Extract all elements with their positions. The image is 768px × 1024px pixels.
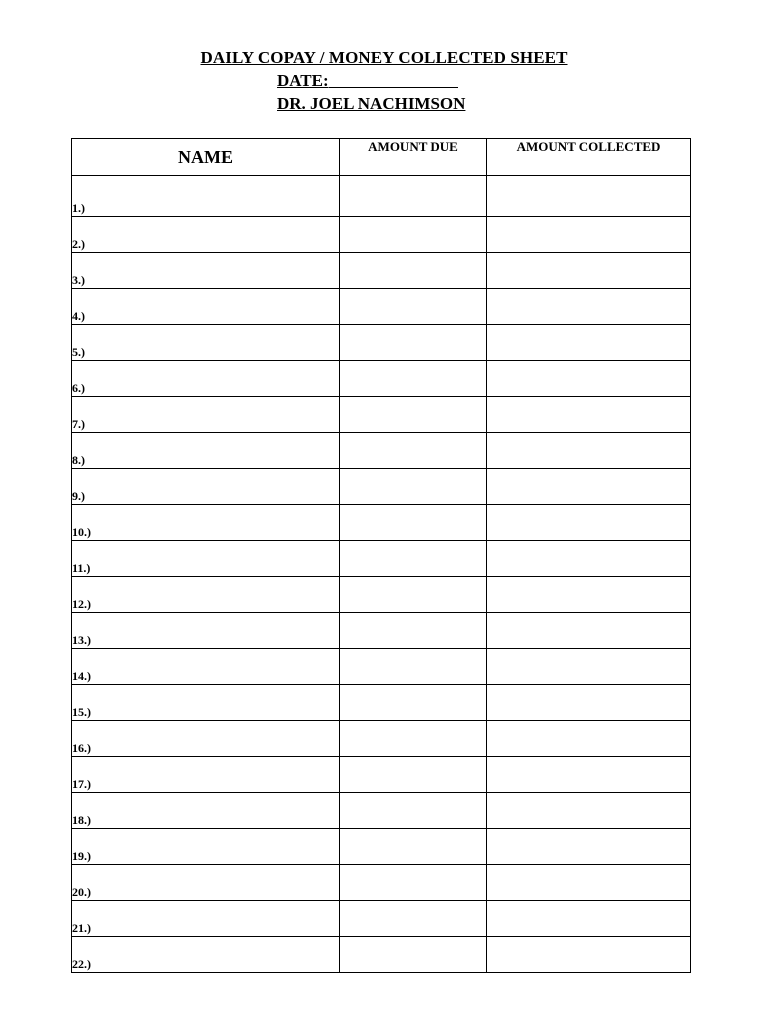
amount-due-cell[interactable]	[340, 793, 487, 829]
amount-collected-cell[interactable]	[487, 433, 691, 469]
column-header-name: NAME	[72, 139, 340, 176]
amount-collected-cell[interactable]	[487, 865, 691, 901]
amount-due-cell[interactable]	[340, 757, 487, 793]
name-cell[interactable]: 20.)	[72, 865, 340, 901]
name-cell[interactable]: 14.)	[72, 649, 340, 685]
name-cell[interactable]: 19.)	[72, 829, 340, 865]
amount-collected-cell[interactable]	[487, 253, 691, 289]
table-row	[72, 901, 691, 937]
name-cell[interactable]: 11.)	[72, 541, 340, 577]
doctor-name: DR. JOEL NACHIMSON	[277, 94, 466, 113]
collection-table	[71, 138, 691, 973]
name-cell[interactable]: 6.)	[72, 361, 340, 397]
column-header-amount-collected: AMOUNT COLLECTED	[487, 139, 691, 176]
name-cell[interactable]: 17.)	[72, 757, 340, 793]
name-cell[interactable]: 21.)	[72, 901, 340, 937]
table-row	[72, 541, 691, 577]
name-cell[interactable]: 9.)	[72, 469, 340, 505]
amount-due-cell[interactable]	[340, 325, 487, 361]
amount-collected-cell[interactable]	[487, 217, 691, 253]
amount-due-cell[interactable]	[340, 577, 487, 613]
amount-collected-cell[interactable]	[487, 721, 691, 757]
table-row	[72, 793, 691, 829]
amount-collected-cell[interactable]	[487, 361, 691, 397]
name-cell[interactable]: 12.)	[72, 577, 340, 613]
amount-due-cell[interactable]	[340, 361, 487, 397]
amount-due-cell[interactable]	[340, 397, 487, 433]
amount-due-cell[interactable]	[340, 649, 487, 685]
name-cell[interactable]: 10.)	[72, 505, 340, 541]
table-row	[72, 433, 691, 469]
amount-collected-cell[interactable]	[487, 577, 691, 613]
name-cell[interactable]: 3.)	[72, 253, 340, 289]
sheet-title: DAILY COPAY / MONEY COLLECTED SHEET	[200, 48, 568, 67]
amount-collected-cell[interactable]	[487, 793, 691, 829]
table-row	[72, 217, 691, 253]
name-cell[interactable]: 8.)	[72, 433, 340, 469]
table-row	[72, 397, 691, 433]
name-cell[interactable]: 18.)	[72, 793, 340, 829]
amount-due-cell[interactable]	[340, 505, 487, 541]
table-row	[72, 253, 691, 289]
table-row	[72, 469, 691, 505]
table-row	[72, 325, 691, 361]
table-row	[72, 289, 691, 325]
amount-collected-cell[interactable]	[487, 469, 691, 505]
table-header-row	[72, 139, 691, 176]
table-row	[72, 649, 691, 685]
table-row	[72, 176, 691, 217]
date-label: DATE:	[277, 71, 329, 90]
amount-collected-cell[interactable]	[487, 901, 691, 937]
amount-collected-cell[interactable]	[487, 176, 691, 217]
amount-collected-cell[interactable]	[487, 937, 691, 973]
amount-due-cell[interactable]	[340, 685, 487, 721]
table-row	[72, 937, 691, 973]
table-row	[72, 505, 691, 541]
table-row	[72, 829, 691, 865]
table-row	[72, 361, 691, 397]
amount-due-cell[interactable]	[340, 176, 487, 217]
amount-collected-cell[interactable]	[487, 757, 691, 793]
amount-due-cell[interactable]	[340, 289, 487, 325]
name-cell[interactable]: 7.)	[72, 397, 340, 433]
amount-due-cell[interactable]	[340, 253, 487, 289]
table-row	[72, 757, 691, 793]
amount-collected-cell[interactable]	[487, 685, 691, 721]
amount-collected-cell[interactable]	[487, 397, 691, 433]
name-cell[interactable]: 16.)	[72, 721, 340, 757]
amount-due-cell[interactable]	[340, 469, 487, 505]
amount-due-cell[interactable]	[340, 901, 487, 937]
amount-collected-cell[interactable]	[487, 541, 691, 577]
amount-collected-cell[interactable]	[487, 613, 691, 649]
name-cell[interactable]: 2.)	[72, 217, 340, 253]
amount-due-cell[interactable]	[340, 613, 487, 649]
column-header-amount-due: AMOUNT DUE	[340, 139, 487, 176]
table-row	[72, 577, 691, 613]
amount-due-cell[interactable]	[340, 865, 487, 901]
amount-due-cell[interactable]	[340, 937, 487, 973]
table-row	[72, 613, 691, 649]
amount-due-cell[interactable]	[340, 217, 487, 253]
amount-collected-cell[interactable]	[487, 325, 691, 361]
name-cell[interactable]: 4.)	[72, 289, 340, 325]
name-cell[interactable]: 5.)	[72, 325, 340, 361]
table-row	[72, 685, 691, 721]
table-row	[72, 721, 691, 757]
name-cell[interactable]: 13.)	[72, 613, 340, 649]
date-line	[277, 71, 458, 91]
name-cell[interactable]: 15.)	[72, 685, 340, 721]
date-blank-field[interactable]	[329, 71, 458, 88]
table-row	[72, 865, 691, 901]
amount-collected-cell[interactable]	[487, 649, 691, 685]
amount-collected-cell[interactable]	[487, 289, 691, 325]
amount-due-cell[interactable]	[340, 721, 487, 757]
amount-collected-cell[interactable]	[487, 505, 691, 541]
amount-due-cell[interactable]	[340, 433, 487, 469]
name-cell[interactable]: 22.)	[72, 937, 340, 973]
amount-due-cell[interactable]	[340, 829, 487, 865]
amount-due-cell[interactable]	[340, 541, 487, 577]
amount-collected-cell[interactable]	[487, 829, 691, 865]
name-cell[interactable]: 1.)	[72, 176, 340, 217]
table-body	[72, 176, 691, 973]
